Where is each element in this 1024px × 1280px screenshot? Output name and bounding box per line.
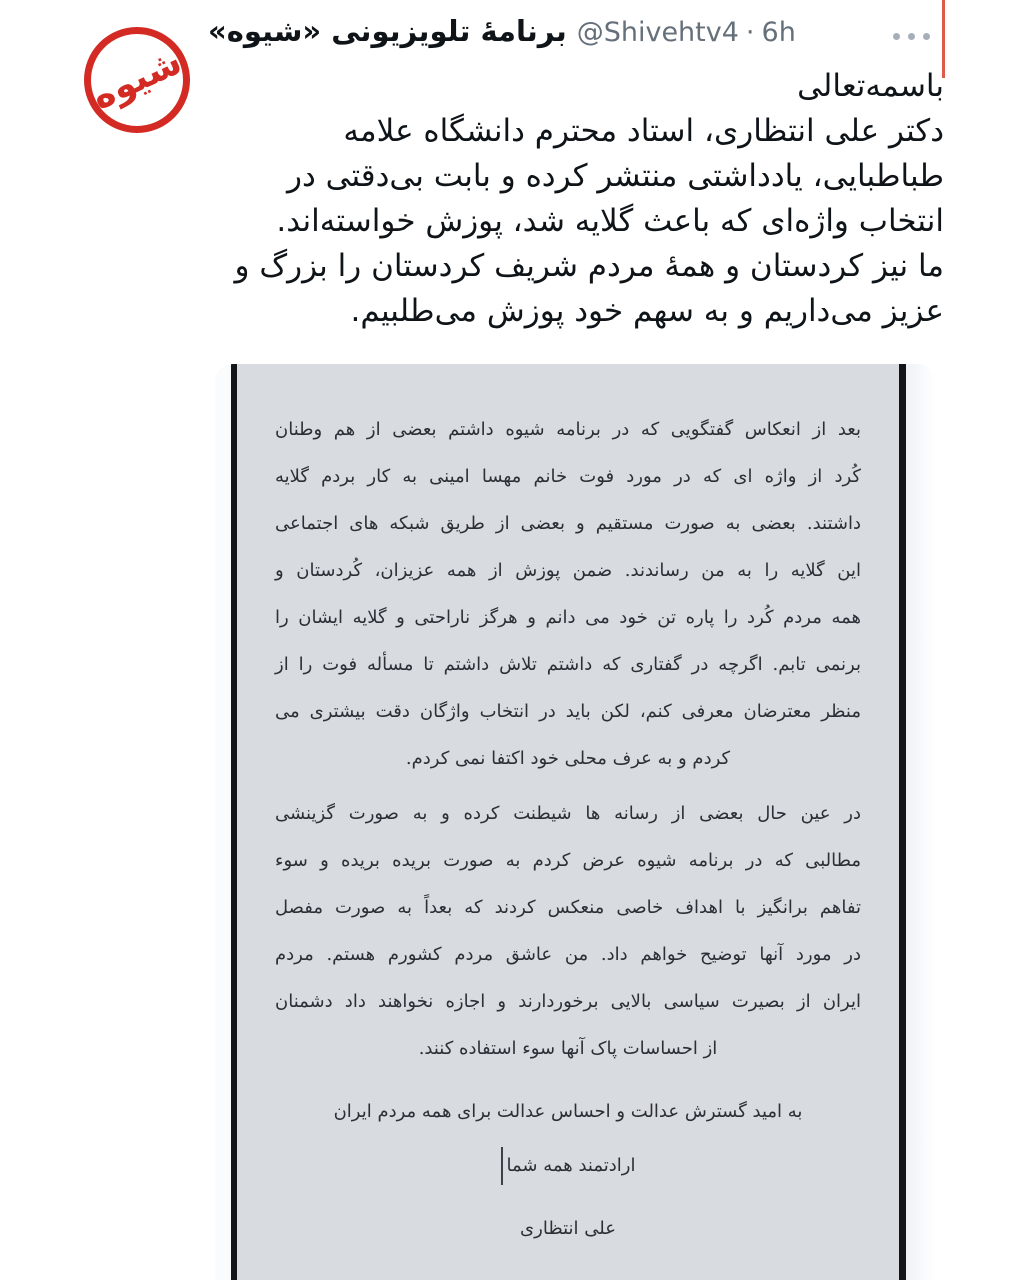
letter-line: برنمی تابم. اگرچه در گفتاری که داشتم تلاش داشتم تا مسأله فوت را از: [275, 654, 861, 675]
tweet-line: ما نیز کردستان و همۀ مردم شریف کردستان را بزرگ و: [234, 248, 944, 284]
page-margin-left: [215, 364, 231, 1280]
letter-line: تفاهم برانگیز با اهداف خاصی منعکس کردند که بعداً به صورت مفصل: [275, 897, 861, 918]
logo-stamp-icon: شیوه: [85, 41, 189, 118]
text-cursor: [501, 1147, 503, 1185]
tweet-line: طباطبایی، یادداشتی منتشر کرده و بابت بی‌دقتی در: [286, 158, 944, 194]
more-options-icon[interactable]: [893, 33, 930, 40]
display-name[interactable]: برنامۀ تلویزیونی «شیوه»: [208, 14, 567, 48]
tweet-line: دکتر علی انتظاری، استاد محترم دانشگاه علامه: [343, 113, 944, 149]
letter-line: از احساسات پاک آنها سوء استفاده کنند.: [418, 1038, 718, 1059]
letter-line: همه مردم کُرد را پاره تن خود می دانم و هرگز ناراحتی و گلایه ایشان را: [275, 607, 861, 628]
page-edge-bar-right: [899, 364, 906, 1280]
dot: [893, 33, 900, 40]
letter-line: کُرد از واژه ای که در مورد فوت خانم مهسا امینی به کار بردم گلایه: [275, 466, 861, 487]
letter-line: داشتند. بعضی به صورت مستقیم و بعضی از طریق شبکه های اجتماعی: [275, 513, 861, 534]
timestamp-separator: ·: [745, 17, 755, 48]
letter-line: در عین حال بعضی از رسانه ها شیطنت کرده و به صورت گزینشی: [275, 803, 861, 824]
letter-line: این گلایه را به من رساندند. ضمن پوزش از همه عزیزان، کُردستان و: [275, 560, 861, 581]
tweet-header: [208, 14, 796, 48]
dot: [923, 33, 930, 40]
tweet-attached-image[interactable]: [215, 364, 935, 1280]
tweet-line: باسمه‌تعالی: [797, 68, 944, 104]
page-margin-right: [906, 364, 935, 1280]
tweet-line: انتخاب واژه‌ای که باعث گلایه شد، پوزش خواسته‌اند.: [276, 203, 944, 239]
letter-line: ایران از بصیرت سیاسی بالایی برخوردارند و اجازه نخواهند داد دشمنان: [275, 991, 861, 1012]
tweet-body: [64, 64, 944, 334]
letter-line: منظر معترضان معرفی کنم، لکن باید در انتخاب واژگان دقت بیشتری می: [275, 701, 861, 722]
letter-line: مطالبی که در برنامه شیوه عرض کردم به صورت بریده بریده و سوء: [275, 850, 861, 871]
letter-closing-line: [275, 1142, 861, 1189]
handle-group: [577, 17, 796, 48]
letter-document: [237, 364, 899, 1280]
letter-signature: علی انتظاری: [520, 1218, 616, 1239]
handle[interactable]: @Shivehtv4: [576, 17, 739, 48]
letter-line: کردم و به عرف محلی خود اکتفا نمی کردم.: [405, 748, 731, 769]
letter-closing-line: به امید گسترش عدالت و احساس عدالت برای همه مردم ایران: [333, 1101, 803, 1122]
timestamp[interactable]: 6h: [761, 17, 796, 48]
letter-line: در مورد آنها توضیح خواهم داد. من عاشق مردم کشورم هستم. مردم: [275, 944, 861, 965]
letter-closing-text: ارادتمند همه شما: [506, 1155, 636, 1176]
dot: [908, 33, 915, 40]
tweet-line: عزیز می‌داریم و به سهم خود پوزش می‌طلبیم.: [350, 293, 944, 329]
letter-line: بعد از انعکاس گفتگویی که در برنامه شیوه داشتم بعضی از هم وطنان: [275, 419, 861, 440]
